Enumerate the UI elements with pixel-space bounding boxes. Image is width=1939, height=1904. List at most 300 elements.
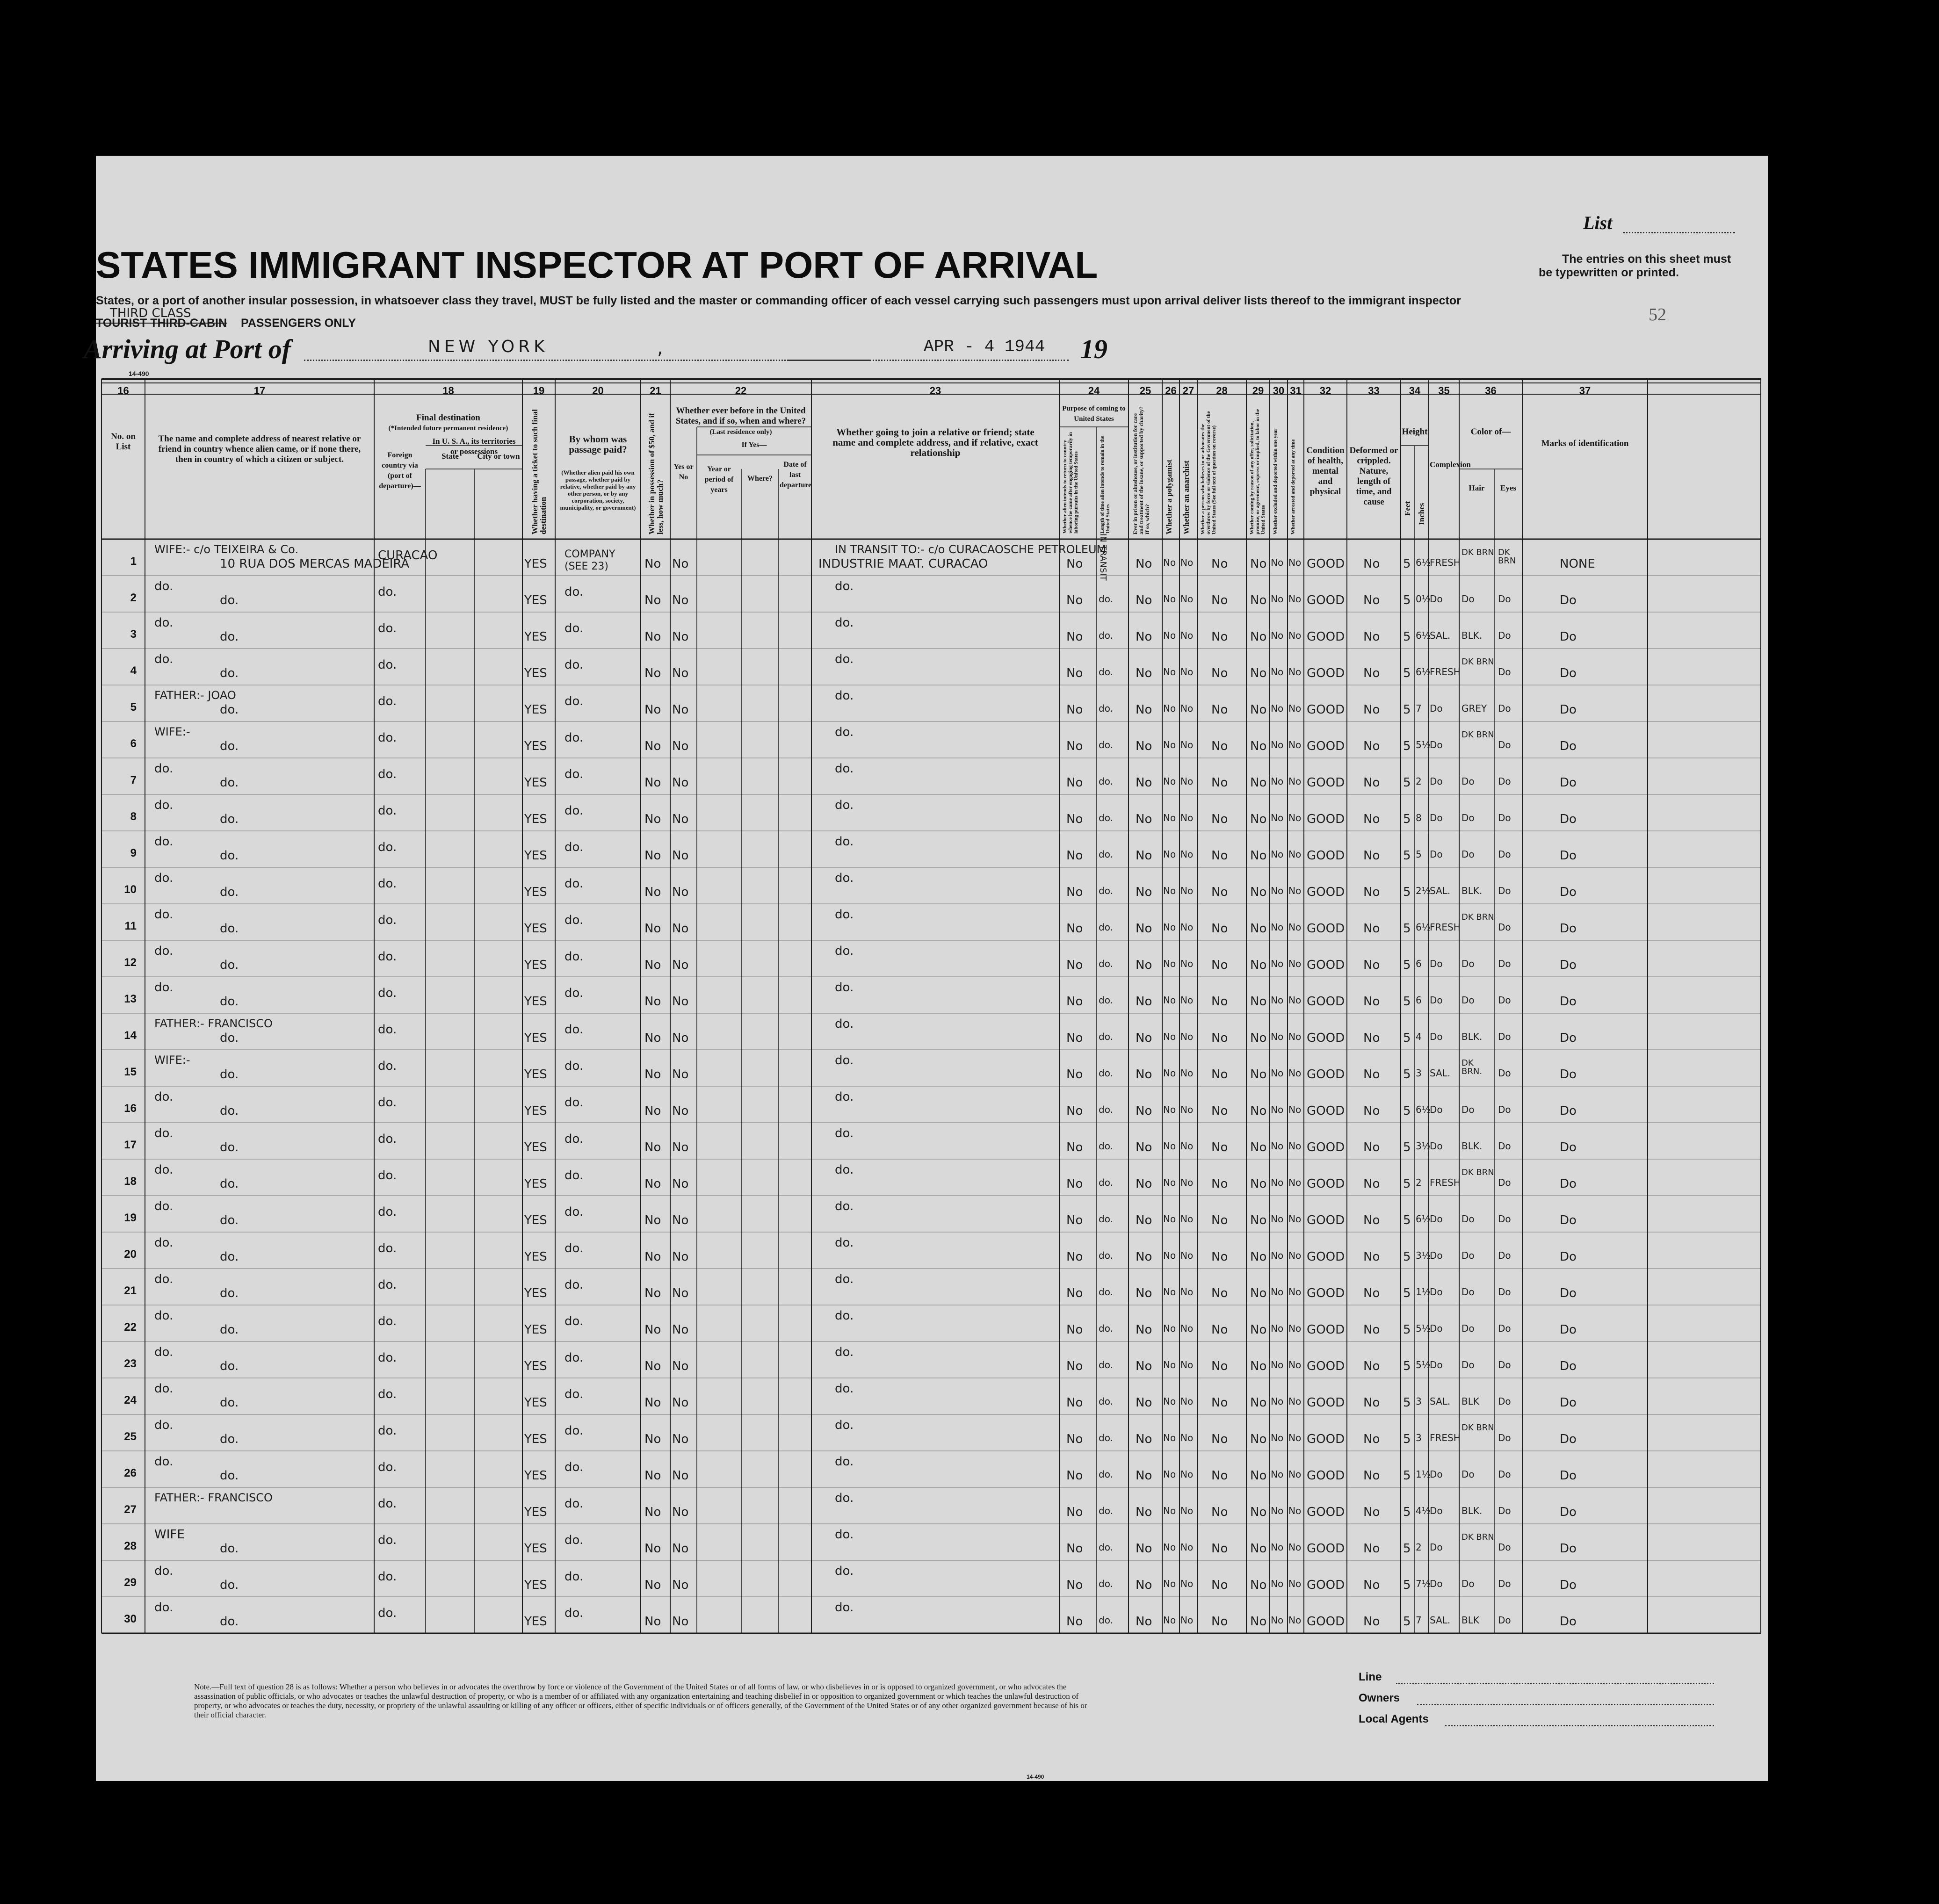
health-cell: GOOD bbox=[1307, 1031, 1345, 1045]
arrested-cell: No bbox=[1288, 1031, 1302, 1042]
punch-hole bbox=[58, 642, 90, 674]
overthrow-cell: No bbox=[1211, 1432, 1228, 1446]
passage-paid-cell: do. bbox=[564, 1351, 584, 1365]
table-grid bbox=[96, 156, 1768, 1781]
anarchist-cell: No bbox=[1180, 1067, 1194, 1079]
deformed-cell: No bbox=[1363, 1578, 1380, 1592]
join-relative-cell: do. bbox=[835, 798, 854, 812]
join-relative-cell: do. bbox=[835, 1455, 854, 1469]
class-handwritten: THIRD CLASS bbox=[110, 306, 191, 320]
health-cell: GOOD bbox=[1307, 666, 1345, 680]
purpose-length-cell: do. bbox=[1099, 1615, 1113, 1626]
header-inches: Inches bbox=[1417, 503, 1426, 525]
before-in-us-cell: No bbox=[672, 1213, 689, 1227]
labor-offer-cell: No bbox=[1250, 849, 1267, 863]
excluded-cell: No bbox=[1271, 1469, 1284, 1480]
eye-color-cell: Do bbox=[1498, 1213, 1511, 1225]
before-in-us-cell: No bbox=[672, 1396, 689, 1410]
hair-color-cell: DK BRN bbox=[1461, 1423, 1494, 1433]
header-join-relative: Whether going to join a relative or friend; state name and complete address, and if relative, exact relationship bbox=[832, 426, 1038, 458]
purpose-return-cell: No bbox=[1066, 1615, 1083, 1629]
labor-offer-cell: No bbox=[1250, 1067, 1267, 1082]
year-prefix: 19 bbox=[1080, 334, 1107, 364]
header-subtitle: States, or a port of another insular possession, in whatsoever class they travel, MUST be fully listed and the master or commanding officer of each vessel carrying such passengers must upon arrival deliver lists thereof to the immigrant inspector bbox=[96, 294, 1461, 307]
marks-cell: Do bbox=[1560, 885, 1577, 899]
relative-address-cell: do. bbox=[220, 1542, 239, 1556]
arrested-cell: No bbox=[1288, 1542, 1302, 1553]
purpose-length-cell: do. bbox=[1099, 776, 1113, 787]
anarchist-cell: No bbox=[1180, 739, 1194, 750]
relative-name-cell: FATHER:- JOAO bbox=[154, 689, 236, 702]
prison-cell: No bbox=[1136, 1213, 1152, 1227]
excluded-cell: No bbox=[1271, 1067, 1284, 1079]
before-in-us-cell: No bbox=[672, 1177, 689, 1191]
row-number: 26 bbox=[124, 1467, 137, 1479]
manifest-sheet bbox=[84, 156, 1768, 1781]
before-in-us-cell: No bbox=[672, 1031, 689, 1045]
ticket-cell: YES bbox=[524, 1469, 547, 1483]
money-cell: No bbox=[644, 995, 661, 1009]
anarchist-cell: No bbox=[1180, 922, 1194, 933]
header-deformed: Deformed or crippled. Nature, length of time, and cause bbox=[1349, 446, 1398, 507]
polygamist-cell: No bbox=[1163, 1177, 1176, 1188]
money-cell: No bbox=[644, 776, 661, 790]
header-state: State bbox=[441, 452, 459, 461]
eye-color-cell: Do bbox=[1498, 1396, 1511, 1407]
passage-paid-cell: COMPANY (SEE 23) bbox=[564, 548, 615, 572]
money-cell: No bbox=[644, 1396, 661, 1410]
foreign-country-cell: do. bbox=[378, 1278, 397, 1292]
header-eyes: Eyes bbox=[1500, 483, 1516, 492]
ticket-cell: YES bbox=[524, 593, 547, 607]
purpose-return-cell: No bbox=[1066, 1359, 1083, 1373]
complexion-cell: Do bbox=[1430, 593, 1443, 605]
polygamist-cell: No bbox=[1163, 1286, 1176, 1298]
purpose-length-cell: do. bbox=[1099, 1286, 1113, 1298]
height-inches-cell: 6 bbox=[1416, 958, 1422, 969]
anarchist-cell: No bbox=[1180, 1323, 1194, 1334]
money-cell: No bbox=[644, 812, 661, 826]
height-inches-cell: 3½ bbox=[1416, 1250, 1431, 1261]
purpose-length-cell: do. bbox=[1099, 1031, 1113, 1042]
height-feet-cell: 5 bbox=[1403, 922, 1411, 936]
deformed-cell: No bbox=[1363, 1286, 1380, 1300]
relative-name-cell: do. bbox=[154, 1564, 174, 1578]
complexion-cell: FRESH bbox=[1430, 1177, 1461, 1188]
arrested-cell: No bbox=[1288, 739, 1302, 750]
passage-paid-cell: do. bbox=[564, 877, 584, 891]
deformed-cell: No bbox=[1363, 1140, 1380, 1154]
foreign-country-cell: do. bbox=[378, 986, 397, 1000]
arrested-cell: No bbox=[1288, 1286, 1302, 1298]
relative-address-cell: do. bbox=[220, 703, 239, 717]
polygamist-cell: No bbox=[1163, 703, 1176, 714]
excluded-cell: No bbox=[1271, 1104, 1284, 1115]
money-cell: No bbox=[644, 1286, 661, 1300]
join-relative-cell: do. bbox=[835, 1272, 854, 1286]
relative-address-cell: do. bbox=[220, 593, 239, 607]
overthrow-cell: No bbox=[1211, 1542, 1228, 1556]
prison-cell: No bbox=[1136, 739, 1152, 753]
complexion-cell: Do bbox=[1430, 1323, 1443, 1334]
labor-offer-cell: No bbox=[1250, 1177, 1267, 1191]
excluded-cell: No bbox=[1271, 1542, 1284, 1553]
relative-name-cell: do. bbox=[154, 835, 174, 849]
before-in-us-cell: No bbox=[672, 849, 689, 863]
relative-name-cell: WIFE:- bbox=[154, 725, 190, 738]
purpose-return-cell: No bbox=[1066, 1067, 1083, 1082]
excluded-cell: No bbox=[1271, 1359, 1284, 1370]
marks-cell: Do bbox=[1560, 630, 1577, 644]
health-cell: GOOD bbox=[1307, 1104, 1345, 1118]
purpose-return-cell: No bbox=[1066, 1031, 1083, 1045]
ticket-cell: YES bbox=[524, 812, 547, 826]
column-number-22: 22 bbox=[735, 385, 747, 397]
before-in-us-cell: No bbox=[672, 812, 689, 826]
prison-cell: No bbox=[1136, 1432, 1152, 1446]
ticket-cell: YES bbox=[524, 1359, 547, 1373]
column-number-16: 16 bbox=[117, 385, 129, 397]
marks-cell: Do bbox=[1560, 1542, 1577, 1556]
arrested-cell: No bbox=[1288, 1213, 1302, 1225]
ticket-cell: YES bbox=[524, 1396, 547, 1410]
marks-cell: Do bbox=[1560, 1396, 1577, 1410]
hair-color-cell: Do bbox=[1461, 1250, 1475, 1261]
prison-cell: No bbox=[1136, 885, 1152, 899]
anarchist-cell: No bbox=[1180, 958, 1194, 969]
arrested-cell: No bbox=[1288, 1323, 1302, 1334]
row-number: 17 bbox=[124, 1139, 137, 1151]
arrested-cell: No bbox=[1288, 1469, 1302, 1480]
height-feet-cell: 5 bbox=[1403, 1031, 1411, 1045]
agents-label: Local Agents bbox=[1359, 1713, 1429, 1725]
purpose-length-cell: do. bbox=[1099, 922, 1113, 933]
purpose-return-cell: No bbox=[1066, 1505, 1083, 1519]
hair-color-cell: Do bbox=[1461, 593, 1475, 605]
row-number: 27 bbox=[124, 1503, 137, 1516]
health-cell: GOOD bbox=[1307, 995, 1345, 1009]
punch-hole bbox=[58, 1544, 89, 1576]
ticket-cell: YES bbox=[524, 1323, 547, 1337]
excluded-cell: No bbox=[1271, 995, 1284, 1006]
height-feet-cell: 5 bbox=[1403, 812, 1411, 826]
comma: , bbox=[657, 337, 663, 359]
before-in-us-cell: No bbox=[672, 1359, 689, 1373]
deformed-cell: No bbox=[1363, 666, 1380, 680]
foreign-country-cell: do. bbox=[378, 1570, 397, 1584]
join-relative-cell: do. bbox=[835, 1491, 854, 1505]
header-passage-paid: By whom was passage paid? bbox=[569, 433, 627, 455]
excluded-cell: No bbox=[1271, 885, 1284, 896]
relative-name-cell: do. bbox=[154, 1163, 174, 1177]
before-in-us-cell: No bbox=[672, 1067, 689, 1082]
purpose-return-cell: No bbox=[1066, 958, 1083, 972]
deformed-cell: No bbox=[1363, 1323, 1380, 1337]
arrested-cell: No bbox=[1288, 812, 1302, 823]
overthrow-cell: No bbox=[1211, 995, 1228, 1009]
purpose-length-cell: IN TRANSIT bbox=[1098, 534, 1108, 581]
before-in-us-cell: No bbox=[672, 958, 689, 972]
complexion-cell: Do bbox=[1430, 776, 1443, 787]
port-name: NEW YORK bbox=[428, 337, 549, 356]
overthrow-cell: No bbox=[1211, 1213, 1228, 1227]
complexion-cell: FRESH bbox=[1430, 666, 1461, 678]
row-number: 12 bbox=[124, 956, 137, 969]
foreign-country-cell: do. bbox=[378, 1497, 397, 1511]
eye-color-cell: Do bbox=[1498, 1104, 1511, 1115]
marks-cell: Do bbox=[1560, 776, 1577, 790]
eye-color-cell: Do bbox=[1498, 1469, 1511, 1480]
column-number-29: 29 bbox=[1252, 385, 1264, 397]
money-cell: No bbox=[644, 1469, 661, 1483]
relative-name-cell: do. bbox=[154, 1382, 174, 1396]
row-number: 11 bbox=[124, 920, 137, 932]
anarchist-cell: No bbox=[1180, 1615, 1194, 1626]
deformed-cell: No bbox=[1363, 1469, 1380, 1483]
height-inches-cell: 3½ bbox=[1416, 1140, 1431, 1152]
height-feet-cell: 5 bbox=[1403, 1286, 1411, 1300]
hair-color-cell: BLK. bbox=[1461, 630, 1483, 641]
anarchist-cell: No bbox=[1180, 1542, 1194, 1553]
height-inches-cell: 8 bbox=[1416, 812, 1422, 823]
row-number: 24 bbox=[124, 1394, 137, 1406]
polygamist-cell: No bbox=[1163, 1396, 1176, 1407]
excluded-cell: No bbox=[1271, 1578, 1284, 1589]
prison-cell: No bbox=[1136, 1505, 1152, 1519]
excluded-cell: No bbox=[1271, 1615, 1284, 1626]
marks-cell: Do bbox=[1560, 1286, 1577, 1300]
header-last-departure: Date of last departure bbox=[780, 461, 812, 489]
header-complexion: Complexion bbox=[1430, 460, 1471, 469]
header-if-yes: If Yes— bbox=[741, 441, 767, 449]
money-cell: No bbox=[644, 666, 661, 680]
foreign-country-cell: do. bbox=[378, 1351, 397, 1365]
passage-paid-cell: do. bbox=[564, 1132, 584, 1146]
health-cell: GOOD bbox=[1307, 849, 1345, 863]
health-cell: GOOD bbox=[1307, 703, 1345, 717]
before-in-us-cell: No bbox=[672, 1286, 689, 1300]
deformed-cell: No bbox=[1363, 1542, 1380, 1556]
foreign-country-cell: do. bbox=[378, 840, 397, 854]
join-relative-cell: do. bbox=[835, 1126, 854, 1140]
passage-paid-cell: do. bbox=[564, 1205, 584, 1219]
ticket-cell: YES bbox=[524, 885, 547, 899]
height-inches-cell: 6½ bbox=[1416, 666, 1431, 678]
polygamist-cell: No bbox=[1163, 1432, 1176, 1443]
purpose-length-cell: do. bbox=[1099, 703, 1113, 714]
eye-color-cell: DK BRN bbox=[1498, 548, 1516, 566]
column-number-17: 17 bbox=[253, 385, 266, 397]
purpose-length-cell: do. bbox=[1099, 1542, 1113, 1553]
before-in-us-cell: No bbox=[672, 1615, 689, 1629]
ticket-cell: YES bbox=[524, 1578, 547, 1592]
arrested-cell: No bbox=[1288, 1140, 1302, 1152]
overthrow-cell: No bbox=[1211, 1578, 1228, 1592]
overthrow-cell: No bbox=[1211, 812, 1228, 826]
marks-cell: Do bbox=[1560, 1469, 1577, 1483]
column-number-24: 24 bbox=[1088, 385, 1100, 397]
column-number-30: 30 bbox=[1273, 385, 1285, 397]
ticket-cell: YES bbox=[524, 1432, 547, 1446]
hair-color-cell: Do bbox=[1461, 1323, 1475, 1334]
polygamist-cell: No bbox=[1163, 1031, 1176, 1042]
prison-cell: No bbox=[1136, 922, 1152, 936]
relative-address-cell: do. bbox=[220, 1104, 239, 1118]
header-excluded: Whether excluded and deported within one year bbox=[1273, 428, 1278, 534]
foreign-country-cell: do. bbox=[378, 658, 397, 672]
eye-color-cell: Do bbox=[1498, 1542, 1511, 1553]
excluded-cell: No bbox=[1271, 593, 1284, 605]
join-relative-cell: do. bbox=[835, 1382, 854, 1396]
prison-cell: No bbox=[1136, 1067, 1152, 1082]
relative-address-cell: do. bbox=[220, 1359, 239, 1373]
polygamist-cell: No bbox=[1163, 1469, 1176, 1480]
money-cell: No bbox=[644, 1615, 661, 1629]
ticket-cell: YES bbox=[524, 1067, 547, 1082]
header-city: City or town bbox=[477, 452, 520, 461]
hair-color-cell: Do bbox=[1461, 958, 1475, 969]
row-number: 1 bbox=[130, 555, 137, 568]
labor-offer-cell: No bbox=[1250, 1469, 1267, 1483]
hair-color-cell: DK BRN bbox=[1461, 730, 1494, 740]
header-money: Whether in possession of $50, and if less, how much? bbox=[647, 413, 665, 534]
overthrow-cell: No bbox=[1211, 922, 1228, 936]
polygamist-cell: No bbox=[1163, 922, 1176, 933]
relative-name-cell: do. bbox=[154, 981, 174, 995]
height-feet-cell: 5 bbox=[1403, 703, 1411, 717]
purpose-length-cell: do. bbox=[1099, 1250, 1113, 1261]
polygamist-cell: No bbox=[1163, 1505, 1176, 1516]
labor-offer-cell: No bbox=[1250, 1396, 1267, 1410]
purpose-length-cell: do. bbox=[1099, 593, 1113, 605]
deformed-cell: No bbox=[1363, 1359, 1380, 1373]
height-feet-cell: 5 bbox=[1403, 1213, 1411, 1227]
purpose-length-cell: do. bbox=[1099, 1177, 1113, 1188]
complexion-cell: Do bbox=[1430, 1469, 1443, 1480]
height-inches-cell: 6½ bbox=[1416, 1104, 1431, 1115]
foreign-country-cell: do. bbox=[378, 767, 397, 781]
complexion-cell: Do bbox=[1430, 1031, 1443, 1042]
marks-cell: Do bbox=[1560, 812, 1577, 826]
class-struck: TOURIST THIRD-CABIN bbox=[96, 317, 227, 330]
list-label: List bbox=[1583, 212, 1613, 233]
relative-address-cell: do. bbox=[220, 1578, 239, 1592]
money-cell: No bbox=[644, 1432, 661, 1446]
footer-form-code: 14-490 bbox=[1027, 1774, 1044, 1780]
arrested-cell: No bbox=[1288, 557, 1302, 568]
anarchist-cell: No bbox=[1180, 1469, 1194, 1480]
join-relative-cell: do. bbox=[835, 725, 854, 739]
polygamist-cell: No bbox=[1163, 557, 1176, 568]
header-in-usa: In U. S. A., its territories or possessions bbox=[432, 437, 516, 456]
height-inches-cell: 7 bbox=[1416, 1615, 1422, 1626]
anarchist-cell: No bbox=[1180, 1286, 1194, 1298]
height-inches-cell: 7 bbox=[1416, 703, 1422, 714]
passage-paid-cell: do. bbox=[564, 1096, 584, 1110]
money-cell: No bbox=[644, 1031, 661, 1045]
anarchist-cell: No bbox=[1180, 995, 1194, 1006]
header-health: Condition of health, mental and physical bbox=[1306, 446, 1345, 497]
relative-address-cell: do. bbox=[220, 1177, 239, 1191]
passage-paid-cell: do. bbox=[564, 1168, 584, 1183]
relative-address-cell: do. bbox=[220, 1615, 239, 1629]
money-cell: No bbox=[644, 885, 661, 899]
excluded-cell: No bbox=[1271, 776, 1284, 787]
labor-offer-cell: No bbox=[1250, 1250, 1267, 1264]
hair-color-cell: Do bbox=[1461, 1469, 1475, 1480]
prison-cell: No bbox=[1136, 1359, 1152, 1373]
anarchist-cell: No bbox=[1180, 630, 1194, 641]
join-relative-cell: do. bbox=[835, 1345, 854, 1359]
polygamist-cell: No bbox=[1163, 1250, 1176, 1261]
header-purpose: Purpose of coming to United States bbox=[1062, 405, 1126, 423]
overthrow-cell: No bbox=[1211, 776, 1228, 790]
page-title: STATES IMMIGRANT INSPECTOR AT PORT OF ARRIVAL bbox=[96, 244, 1098, 286]
join-relative-cell: do. bbox=[835, 1309, 854, 1323]
overthrow-cell: No bbox=[1211, 1396, 1228, 1410]
overthrow-cell: No bbox=[1211, 1469, 1228, 1483]
height-feet-cell: 5 bbox=[1403, 1578, 1411, 1592]
labor-offer-cell: No bbox=[1250, 1104, 1267, 1118]
polygamist-cell: No bbox=[1163, 1323, 1176, 1334]
eye-color-cell: Do bbox=[1498, 812, 1511, 823]
money-cell: No bbox=[644, 557, 661, 571]
hair-color-cell: BLK bbox=[1461, 1615, 1479, 1626]
eye-color-cell: Do bbox=[1498, 1286, 1511, 1298]
row-number: 8 bbox=[130, 810, 137, 823]
hair-color-cell: BLK. bbox=[1461, 1505, 1483, 1516]
row-number: 14 bbox=[124, 1029, 137, 1042]
deformed-cell: No bbox=[1363, 703, 1380, 717]
marks-cell: Do bbox=[1560, 1323, 1577, 1337]
purpose-return-cell: No bbox=[1066, 666, 1083, 680]
punch-hole bbox=[56, 413, 88, 445]
ticket-cell: YES bbox=[524, 557, 547, 571]
overthrow-cell: No bbox=[1211, 1067, 1228, 1082]
health-cell: GOOD bbox=[1307, 1505, 1345, 1519]
polygamist-cell: No bbox=[1163, 1104, 1176, 1115]
column-number-23: 23 bbox=[929, 385, 941, 397]
row-number: 25 bbox=[124, 1430, 137, 1443]
purpose-return-cell: No bbox=[1066, 776, 1083, 790]
complexion-cell: Do bbox=[1430, 1104, 1443, 1115]
hair-color-cell: Do bbox=[1461, 776, 1475, 787]
passage-paid-cell: do. bbox=[564, 1023, 584, 1037]
height-inches-cell: 2 bbox=[1416, 776, 1422, 787]
excluded-cell: No bbox=[1271, 1505, 1284, 1516]
deformed-cell: No bbox=[1363, 1250, 1380, 1264]
foreign-country-cell: do. bbox=[378, 1205, 397, 1219]
header-anarchist: Whether an anarchist bbox=[1182, 460, 1191, 534]
anarchist-cell: No bbox=[1180, 593, 1194, 605]
header-purpose-a: Whether alien intends to return to country whence he came after engaging temporarily in laboring pursuits in the United States bbox=[1062, 432, 1079, 534]
purpose-length-cell: do. bbox=[1099, 1104, 1113, 1115]
hair-color-cell: Do bbox=[1461, 1359, 1475, 1370]
arrested-cell: No bbox=[1288, 593, 1302, 605]
column-number-19: 19 bbox=[533, 385, 545, 397]
purpose-length-cell: do. bbox=[1099, 739, 1113, 750]
foreign-country-cell: do. bbox=[378, 1424, 397, 1438]
health-cell: GOOD bbox=[1307, 1359, 1345, 1373]
relative-address-cell: do. bbox=[220, 1396, 239, 1410]
prison-cell: No bbox=[1136, 1396, 1152, 1410]
money-cell: No bbox=[644, 739, 661, 753]
purpose-return-cell: No bbox=[1066, 1323, 1083, 1337]
eye-color-cell: Do bbox=[1498, 1140, 1511, 1152]
line-field bbox=[1396, 1683, 1714, 1684]
height-inches-cell: 3 bbox=[1416, 1396, 1422, 1407]
column-number-31: 31 bbox=[1290, 385, 1302, 397]
